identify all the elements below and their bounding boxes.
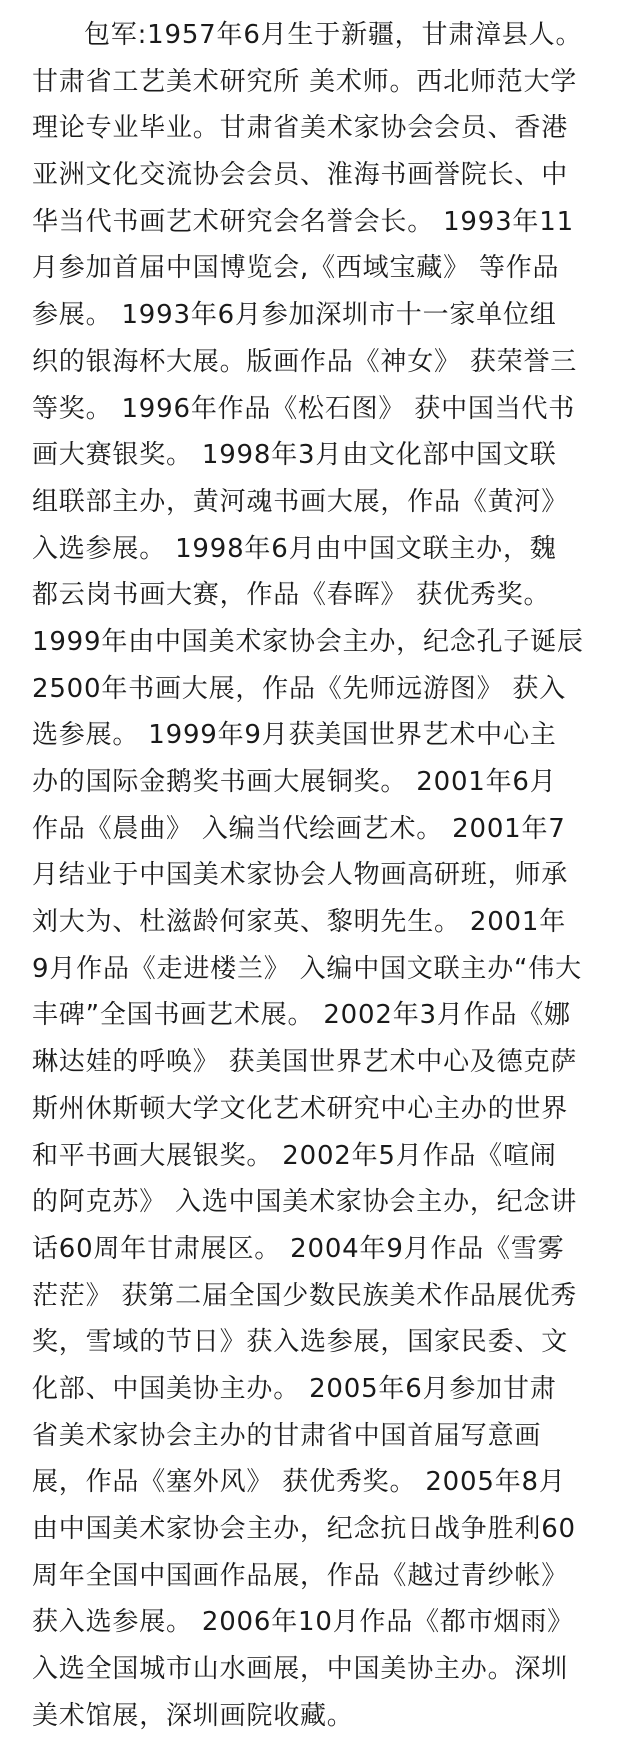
text-line: 刘大为、杜滋龄何家英、黎明先生。 2001年 (32, 907, 567, 938)
text-line: 选参展。 1999年9月获美国世界艺术中心主 (32, 720, 557, 751)
text-line: 织的银海杯大展。版画作品《神女》 获荣誉三 (32, 346, 578, 377)
text-line: 斯州休斯顿大学文化艺术研究中心主办的世界 (32, 1093, 569, 1124)
text-line: 亚洲文化交流协会会员、淮海书画誉院长、中 (32, 160, 569, 191)
text-line: 组联部主办，黄河魂书画大展，作品《黄河》 (32, 486, 569, 517)
text-line: 理论专业毕业。甘肃省美术家协会会员、香港 (32, 113, 569, 144)
text-line: 1999年由中国美术家协会主办，纪念孔子诞辰 (32, 626, 584, 657)
text-line: 9月作品《走进楼兰》 入编中国文联主办“伟大 (32, 953, 582, 984)
text-line: 甘肃省工艺美术研究所 美术师。西北师范大学 (32, 66, 578, 97)
text-line: 周年全国中国画作品展，作品《越过青纱帐》 (32, 1560, 569, 1591)
text-line: 丰碑”全国书画艺术展。 2002年3月作品《娜 (32, 1000, 571, 1031)
text-line: 获入选参展。 2006年10月作品《都市烟雨》 (32, 1607, 574, 1638)
text-line: 华当代书画艺术研究会名誉会长。 1993年11 (32, 206, 574, 237)
text-line: 作品《晨曲》 入编当代绘画艺术。 2001年7 (32, 813, 566, 844)
text-line: 办的国际金鹅奖书画大展铜奖。 2001年6月 (32, 767, 557, 797)
text-line: 展，作品《塞外风》 获优秀奖。 2005年8月 (32, 1467, 566, 1498)
text-line: 省美术家协会主办的甘肃省中国首届写意画 (32, 1420, 542, 1451)
text-line: 月结业于中国美术家协会人物画高研班，师承 (32, 860, 569, 891)
text-line: 茫茫》 获第二届全国少数民族美术作品展优秀 (32, 1280, 578, 1311)
text-line: 都云岗书画大赛，作品《春晖》 获优秀奖。 (32, 580, 551, 611)
text-line: 的阿克苏》 入选中国美术家协会主办，纪念讲 (32, 1187, 578, 1218)
text-line: 参展。 1993年6月参加深圳市十一家单位组 (32, 300, 557, 331)
text-line: 化部、中国美协主办。 2005年6月参加甘肃 (32, 1373, 557, 1404)
text-line: 画大赛银奖。 1998年3月由文化部中国文联 (32, 440, 557, 471)
text-line: 月参加首届中国博览会,《西域宝藏》 等作品 (32, 253, 560, 284)
text-line: 由中国美术家协会主办，纪念抗日战争胜利60 (32, 1514, 576, 1544)
text-line: 2500年书画大展，作品《先师远游图》 获入 (32, 673, 567, 704)
text-line: 奖，雪域的节日》获入选参展，国家民委、文 (32, 1327, 569, 1358)
text-line: 入选参展。 1998年6月由中国文联主办，魏 (32, 533, 557, 564)
biography-paragraph (32, 12, 622, 1739)
text-line: 琳达娃的呼唤》 获美国世界艺术中心及德克萨 (32, 1047, 578, 1078)
text-line: 等奖。 1996年作品《松石图》 获中国当代书 (32, 393, 576, 424)
text-line: 包军:1957年6月生于新疆，甘肃漳县人。 (84, 20, 583, 50)
text-line: 话60周年甘肃展区。 2004年9月作品《雪雾 (32, 1233, 565, 1264)
text-line: 美术馆展，深圳画院收藏。 (32, 1700, 354, 1731)
text-line: 入选全国城市山水画展，中国美协主办。深圳 (32, 1654, 569, 1685)
text-line: 和平书画大展银奖。 2002年5月作品《喧闹 (32, 1140, 557, 1171)
